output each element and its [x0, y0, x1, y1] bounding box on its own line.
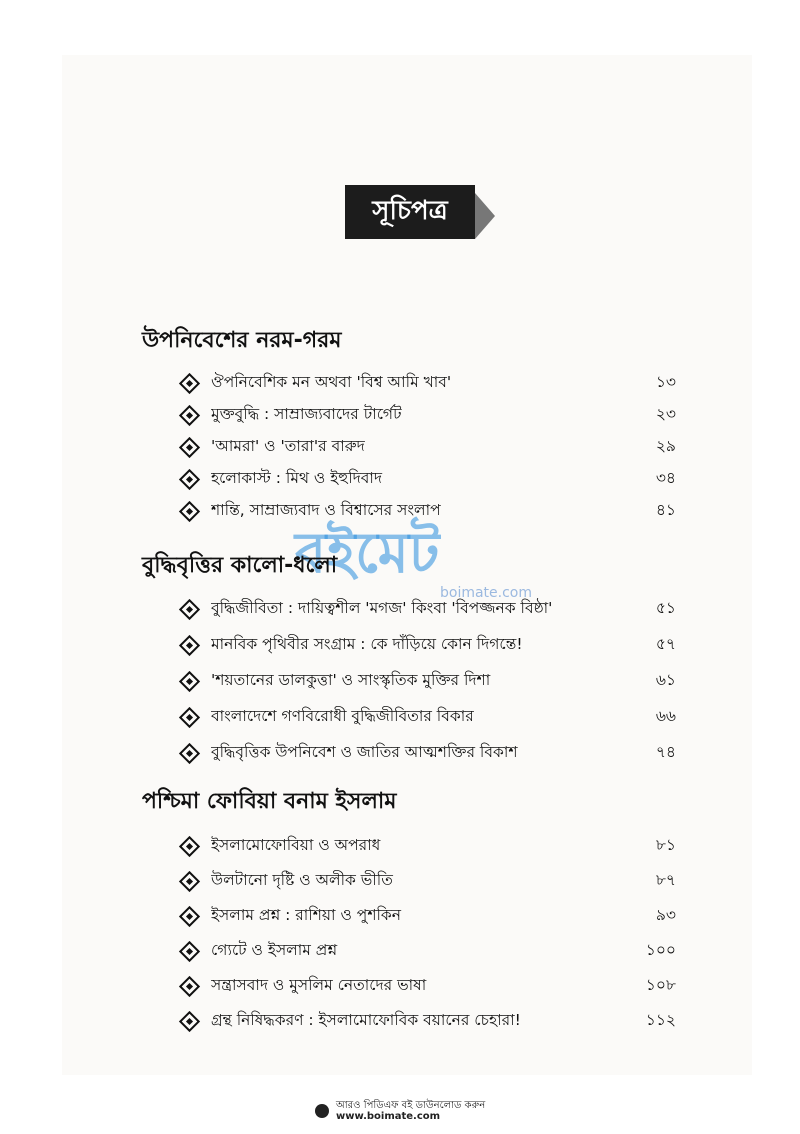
toc-entry-page: ৬১	[655, 671, 676, 689]
contents-title: সূচিপত্র	[345, 185, 475, 239]
toc-entry[interactable]	[178, 902, 676, 930]
toc-entry-page: ৬৬	[655, 707, 676, 725]
diamond-bullet-icon	[179, 634, 200, 655]
watermark-url: boimate.com	[440, 585, 533, 601]
toc-entry[interactable]	[178, 433, 676, 461]
toc-entry-label: ইসলাম প্রশ্ন : রাশিয়া ও পুশকিন	[211, 906, 402, 924]
toc-entry-label: উলটানো দৃষ্টি ও অলীক ভীতি	[211, 871, 393, 889]
toc-entry-label: 'আমরা' ও 'তারা'র বারুদ	[211, 437, 365, 455]
diamond-bullet-icon	[179, 706, 200, 727]
section-heading-1: উপনিবেশের নরম-গরম	[142, 328, 342, 353]
diamond-bullet-icon	[179, 468, 200, 489]
diamond-bullet-icon	[179, 940, 200, 961]
footer-download-text: আরও পিডিএফ বই ডাউনলোড করুন	[336, 1100, 486, 1111]
section-heading-3: পশ্চিমা ফোবিয়া বনাম ইসলাম	[142, 789, 397, 814]
diamond-bullet-icon	[179, 436, 200, 457]
toc-entry-page: ৮১	[655, 836, 676, 854]
toc-entry[interactable]	[178, 739, 676, 767]
toc-entry-page: ১৩	[655, 373, 676, 391]
diamond-bullet-icon	[179, 670, 200, 691]
toc-entry[interactable]	[178, 631, 676, 659]
title-shadow-decoration	[475, 193, 495, 239]
toc-entry-page: ২৯	[655, 437, 676, 455]
toc-entry-page: ১০০	[645, 941, 676, 959]
toc-entry-page: ২৩	[655, 405, 676, 423]
toc-entry-page: ৩৪	[655, 469, 676, 487]
toc-entry-label: বুদ্ধিজীবিতা : দায়িত্বশীল 'মগজ' কিংবা 'বিপজ্জনক বিষ্ঠা'	[211, 599, 553, 617]
toc-entry-label: সন্ত্রাসবাদ ও মুসলিম নেতাদের ভাষা	[211, 976, 427, 994]
toc-entry-label: শান্তি, সাম্রাজ্যবাদ ও বিশ্বাসের সংলাপ	[211, 501, 441, 519]
contents-title-block	[345, 185, 475, 239]
diamond-bullet-icon	[179, 835, 200, 856]
toc-entry-page: ৯৩	[655, 906, 676, 924]
toc-entry-label: ঔপনিবেশিক মন অথবা 'বিশ্ব আমি খাব'	[211, 373, 452, 391]
diamond-bullet-icon	[179, 598, 200, 619]
toc-entry-page: ৪১	[655, 501, 676, 519]
footer-url-link[interactable]: www.boimate.com	[336, 1111, 441, 1122]
toc-entry-page: ৫১	[655, 599, 676, 617]
toc-entry-label: বুদ্ধিবৃত্তিক উপনিবেশ ও জাতির আত্মশক্তির বিকাশ	[211, 743, 518, 761]
toc-entry[interactable]	[178, 703, 676, 731]
toc-entry-label: গ্রন্থ নিষিদ্ধকরণ : ইসলামোফোবিক বয়ানের চেহারা!	[211, 1011, 521, 1029]
toc-entry-label: বাংলাদেশে গণবিরোধী বুদ্ধিজীবিতার বিকার	[211, 707, 474, 725]
toc-entry-label: হলোকাস্ট : মিথ ও ইহুদিবাদ	[211, 469, 383, 487]
toc-entry[interactable]	[178, 1007, 676, 1035]
diamond-bullet-icon	[179, 1010, 200, 1031]
toc-entry-page: ৫৭	[655, 635, 676, 653]
diamond-bullet-icon	[179, 905, 200, 926]
watermark-logo: বইমেট	[295, 521, 440, 586]
toc-entry-page: ৭৪	[655, 743, 676, 761]
toc-entry[interactable]	[178, 832, 676, 860]
diamond-bullet-icon	[179, 742, 200, 763]
toc-entry[interactable]	[178, 595, 676, 623]
toc-entry-page: ৮৭	[655, 871, 676, 889]
toc-entry-label: গ্যেটে ও ইসলাম প্রশ্ন	[211, 941, 338, 959]
toc-entry[interactable]	[178, 972, 676, 1000]
diamond-bullet-icon	[179, 372, 200, 393]
boimate-logo-icon	[315, 1104, 329, 1118]
toc-entry-page: ১১২	[645, 1011, 676, 1029]
toc-entry-label: মুক্তবুদ্ধি : সাম্রাজ্যবাদের টার্গেট	[211, 405, 402, 423]
diamond-bullet-icon	[179, 870, 200, 891]
toc-entry[interactable]	[178, 867, 676, 895]
toc-entry-page: ১০৮	[645, 976, 676, 994]
toc-entry[interactable]	[178, 667, 676, 695]
toc-entry-label: ইসলামোফোবিয়া ও অপরাধ	[211, 836, 381, 854]
section-heading-2: বুদ্ধিবৃত্তির কালো-ধলো	[142, 553, 338, 578]
toc-entry-label: মানবিক পৃথিবীর সংগ্রাম : কে দাঁড়িয়ে কোন দিগন্তে!	[211, 635, 523, 653]
toc-entry-label: 'শয়তানের ডালকুত্তা' ও সাংস্কৃতিক মুক্তির দিশা	[211, 671, 491, 689]
footer	[0, 1100, 800, 1122]
toc-entry[interactable]	[178, 369, 676, 397]
toc-entry[interactable]	[178, 401, 676, 429]
toc-entry[interactable]	[178, 937, 676, 965]
diamond-bullet-icon	[179, 500, 200, 521]
toc-entry[interactable]	[178, 465, 676, 493]
diamond-bullet-icon	[179, 404, 200, 425]
diamond-bullet-icon	[179, 975, 200, 996]
